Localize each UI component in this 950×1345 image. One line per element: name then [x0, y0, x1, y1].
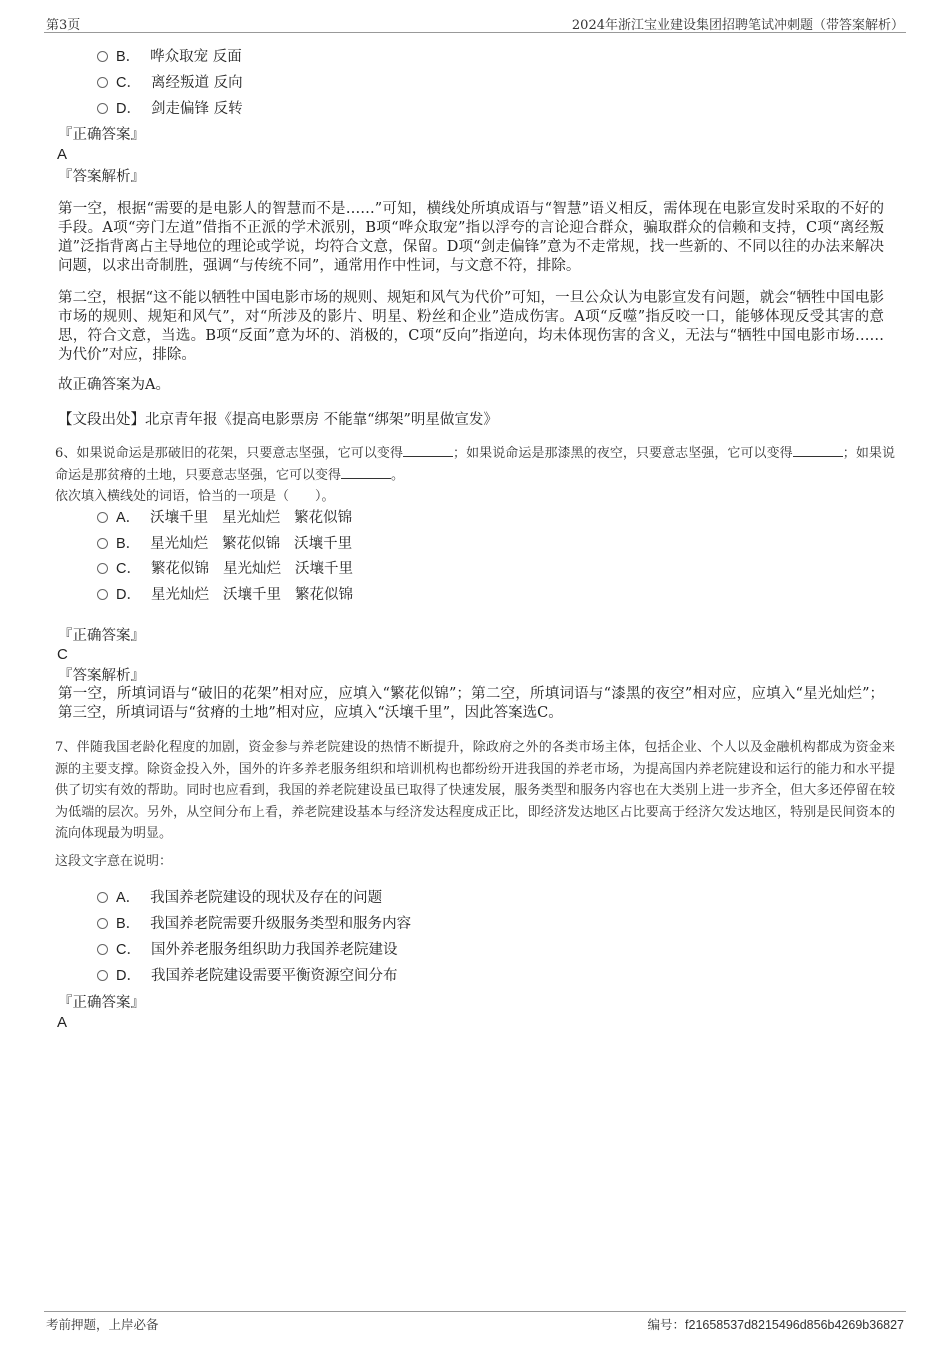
radio-icon[interactable] — [97, 589, 108, 600]
q7-instruction: 这段文字意在说明： — [55, 854, 173, 869]
q7-answer-label: 『正确答案』 — [58, 995, 145, 1011]
page-number: 第3页 — [46, 18, 81, 33]
q7-option-d[interactable]: D． 我国养老院建设需要平衡资源空间分布 — [97, 966, 397, 986]
radio-icon[interactable] — [97, 77, 108, 88]
blank-1 — [403, 444, 453, 457]
radio-icon[interactable] — [97, 512, 108, 523]
radio-icon[interactable] — [97, 892, 108, 903]
q5-option-b[interactable]: B． 哗众取宠 反面 — [97, 47, 242, 67]
q6-option-d[interactable]: D． 星光灿烂 沃壤千里 繁花似锦 — [97, 585, 353, 605]
q7-option-b[interactable]: B． 我国养老院需要升级服务类型和服务内容 — [97, 914, 411, 934]
q5-analysis-para-2: 第二空，根据“这不能以牺牲中国电影市场的规则、规矩和风气为代价”可知，一旦公众认为电影宣发有问题，就会“牺牲中国电影市场的规则、规矩和风气”，对“所涉及的影片、明星、粉丝和企业”造成伤害。A项“反噬”指反咬一口，能够体现反受其害的意思，符合文意，当选。B项“反面”意为坏的、消极的，C项“反向”指逆向，均未体现伤害的含义，无法与“牺牲中国电影市场……为代价”对应，排除。 — [58, 290, 884, 363]
q7-answer: A — [57, 1014, 68, 1031]
q5-source: 【文段出处】北京青年报《提高电影票房 不能靠“绑架”明星做宣发》 — [58, 412, 498, 428]
q6-instruction: 依次填入横线处的词语，恰当的一项是（ ）。 — [55, 489, 335, 504]
radio-icon[interactable] — [97, 944, 108, 955]
q6-analysis-label: 『答案解析』 — [58, 668, 145, 684]
page-header — [44, 12, 906, 33]
q7-stem: 7、伴随我国老龄化程度的加剧，资金参与养老院建设的热情不断提升，除政府之外的各类市场主体，包括企业、个人以及金融机构都成为资金来源的主要支撑。除资金投入外，国外的许多养老服务组织和培训机构也都纷纷开进我国的养老市场，为提高国内养老院建设和运行的能力和水平提供了切实有效的帮助。同时也应看到，我国的养老院建设虽已取得了快速发展，服务类型和服务内容也在大类别上进一步齐全，但大多还停留在较为低端的层次。另外，从空间分布上看，养老院建设基本与经济发达程度成正比，即经济发达地区占比要高于经济欠发达地区，特别是民间资本的流向体现最为明显。 — [55, 740, 895, 841]
q5-analysis-para-1: 第一空，根据“需要的是电影人的智慧而不是……”可知，横线处所填成语与“智慧”语义相反，需体现在电影宣发时采取的不好的手段。A项“旁门左道”借指不正派的学术派别，B项“哗众取宠”指以浮夸的言论迎合群众，骗取群众的信赖和支持，C项“离经叛道”泛指背离占主导地位的理论或学说，均符合文意，保留。D项“剑走偏锋”意为不走常规，找一些新的、不同以往的办法来解决问题，以求出奇制胜，强调“与传统不同”，通常用作中性词，与文意不符，排除。 — [58, 201, 884, 274]
radio-icon[interactable] — [97, 970, 108, 981]
page-footer — [44, 1311, 906, 1334]
q6-stem: 6、如果说命运是那破旧的花架，只要意志坚强，它可以变得 ；如果说命运是那漆黑的夜空，只要意志坚强，它可以变得 ；如果说命运是那贫瘠的土地，只要意志坚强，它可以变得 。 依次填入横线处的词语，恰当的一项是（ ）。 — [55, 443, 895, 508]
q5-option-c[interactable]: C． 离经叛道 反向 — [97, 73, 243, 93]
q5-answer: A — [57, 146, 68, 163]
q6-answer-label: 『正确答案』 — [58, 628, 145, 644]
document-title: 2024年浙江宝业建设集团招聘笔试冲刺题（带答案解析） — [571, 18, 904, 33]
q6-option-c[interactable]: C． 繁花似锦 星光灿烂 沃壤千里 — [97, 559, 353, 579]
blank-2 — [793, 444, 843, 457]
q7-option-a[interactable]: A． 我国养老院建设的现状及存在的问题 — [97, 888, 382, 908]
footer-slogan: 考前押题，上岸必备 — [46, 1317, 159, 1332]
q6-option-a[interactable]: A． 沃壤千里 星光灿烂 繁花似锦 — [97, 508, 352, 528]
radio-icon[interactable] — [97, 538, 108, 549]
radio-icon[interactable] — [97, 563, 108, 574]
q5-option-d[interactable]: D． 剑走偏锋 反转 — [97, 99, 243, 119]
q5-analysis-label: 『答案解析』 — [58, 169, 145, 185]
radio-icon[interactable] — [97, 51, 108, 62]
radio-icon[interactable] — [97, 918, 108, 929]
blank-3 — [341, 466, 391, 479]
q6-option-b[interactable]: B． 星光灿烂 繁花似锦 沃壤千里 — [97, 534, 352, 554]
document-code: 编号：f21658537d8215496d856b4269b36827 — [647, 1317, 904, 1332]
q5-answer-label: 『正确答案』 — [58, 127, 145, 143]
q6-answer: C — [57, 646, 68, 663]
q5-conclusion: 故正确答案为A。 — [58, 377, 170, 393]
q7-option-c[interactable]: C． 国外养老服务组织助力我国养老院建设 — [97, 940, 397, 960]
radio-icon[interactable] — [97, 103, 108, 114]
q6-analysis: 第一空，所填词语与“破旧的花架”相对应，应填入“繁花似锦”；第二空，所填词语与“漆黑的夜空”相对应，应填入“星光灿烂”；第三空，所填词语与“贫瘠的土地”相对应，应填入“沃壤千里”，因此答案选C。 — [58, 686, 884, 721]
